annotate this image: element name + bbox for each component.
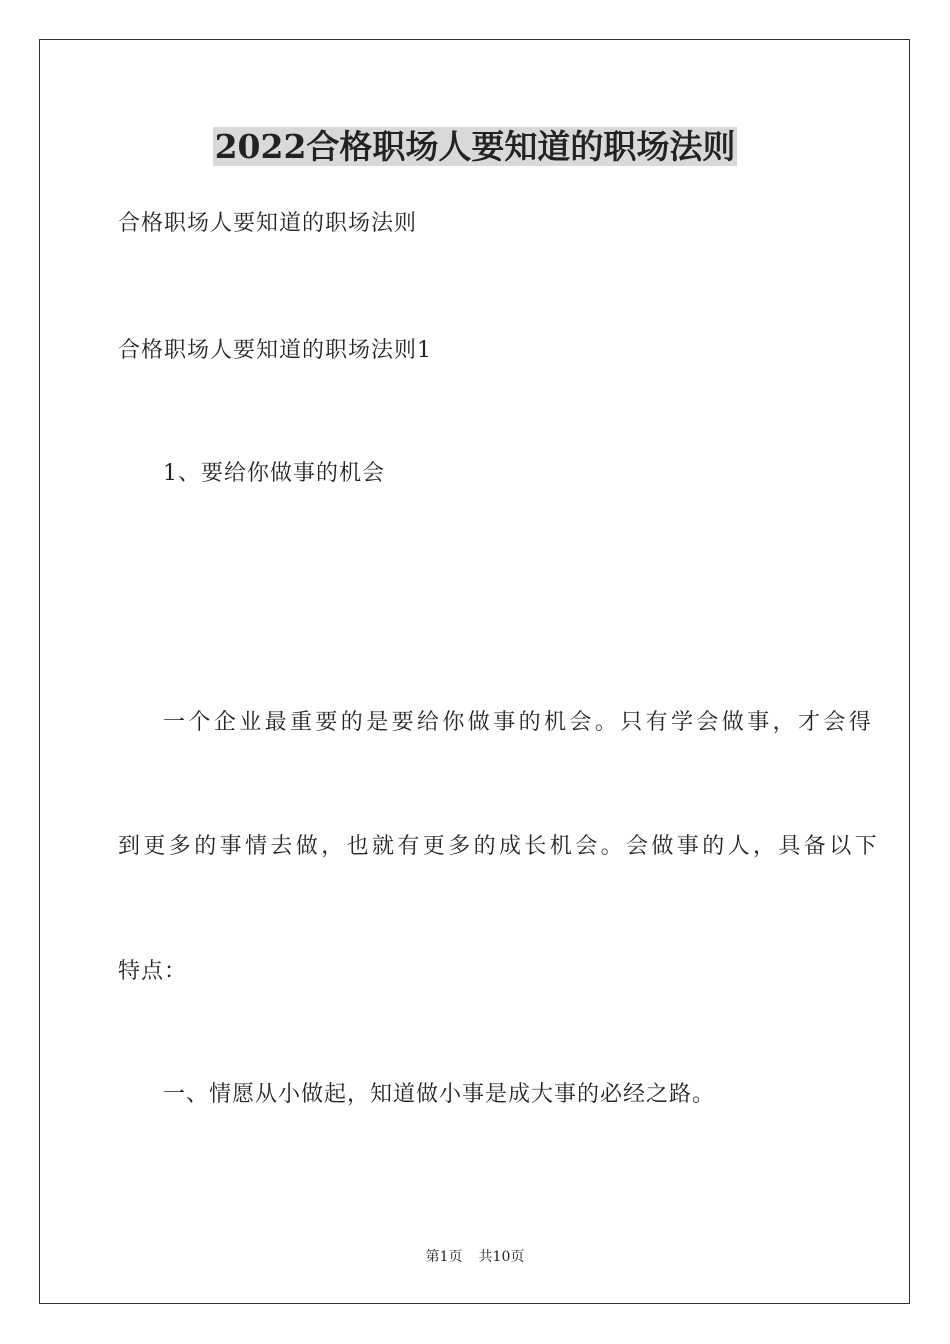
document-title-text: 2022合格职场人要知道的职场法则 bbox=[214, 127, 736, 166]
page-footer bbox=[0, 1247, 950, 1267]
page-number: 第1页 bbox=[425, 1249, 463, 1265]
subtitle-line: 合格职场人要知道的职场法则 bbox=[118, 211, 418, 236]
paragraph-line-2: 到更多的事情去做，也就有更多的成长机会。会做事的人，具备以下 bbox=[118, 834, 881, 859]
document-title bbox=[0, 125, 950, 169]
point-heading: 1、要给你做事的机会 bbox=[163, 461, 385, 486]
paragraph-line-3: 特点： bbox=[118, 959, 188, 984]
page-total: 共10页 bbox=[478, 1249, 525, 1265]
list-item-1: 一、情愿从小做起，知道做小事是成大事的必经之路。 bbox=[163, 1082, 716, 1107]
section-heading: 合格职场人要知道的职场法则1 bbox=[118, 338, 432, 363]
paragraph-line-1: 一个企业最重要的是要给你做事的机会。只有学会做事，才会得 bbox=[163, 710, 875, 735]
